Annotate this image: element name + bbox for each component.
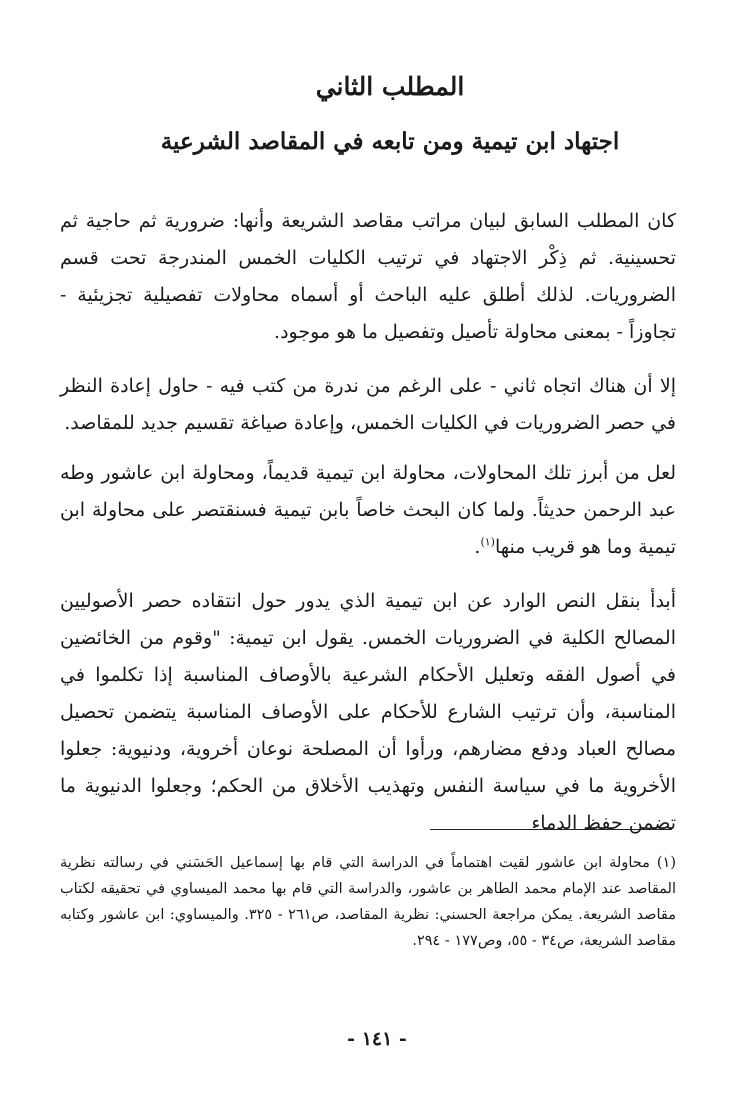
paragraph-4 bbox=[60, 583, 676, 842]
paragraph-1-text: كان المطلب السابق لبيان مراتب مقاصد الشريعة وأنها: ضرورية ثم حاجية ثم تحسينية. ثم ذِكْر الاجتهاد في ترتيب الكليات الخمس المندرجة تحت قسم الضروريات. لذلك أطلق عليه الباحث أو أسماه محاولات تفصيلية تجزيئية - تجاوزاً - بمعنى محاولة تأصيل وتفصيل ما هو موجود. bbox=[60, 210, 676, 343]
paragraph-2-text: إلا أن هناك اتجاه ثاني - على الرغم من ندرة من كتب فيه - حاول إعادة النظر في حصر الضروريات في الكليات الخمس، وإعادة صياغة تقسيم جديد للمقاصد. bbox=[60, 375, 676, 434]
footnote-divider bbox=[430, 829, 672, 830]
paragraph-3: لعل من أبرز تلك المحاولات، محاولة ابن تيمية قديماً، ومحاولة ابن عاشور وطه عبد الرحمن حديثاً. ولما كان البحث خاصاً بابن تيمية فسنقتصر على محاولة ابن تيمية وما هو قريب منها$^{(١)}$. bbox=[60, 462, 676, 558]
footnote-reference[interactable]: (١) bbox=[480, 535, 495, 549]
page-number: - ١٤١ - bbox=[347, 1028, 407, 1050]
section-title: المطلب الثاني bbox=[315, 72, 465, 101]
footnote: (١) محاولة ابن عاشور لقيت اهتماماً في الدراسة التي قام بها إسماعيل الحَسَني في رسالته نظرية المقاصد عند الإمام محمد الطاهر بن عاشور، والدراسة التي قام بها محمد الميساوي في تحقيقه لكتاب مقاصد الشريعة. يمكن مراجعة الحسني: نظرية المقاصد، ص٢٦١ - ٣٢٥. والميساوي: ابن عاشور وكتابه مقاصد الشريعة، ص٣٤ - ٥٥، وص١٧٧ - ٢٩٤. bbox=[60, 855, 676, 949]
paragraph-1 bbox=[60, 203, 676, 351]
section-subtitle: اجتهاد ابن تيمية ومن تابعه في المقاصد الشرعية bbox=[160, 128, 620, 155]
paragraph-3-text: لعل من أبرز تلك المحاولات، محاولة ابن تيمية قديماً، ومحاولة ابن عاشور وطه عبد الرحمن حديثاً. ولما كان البحث خاصاً بابن تيمية فسنقتصر على محاولة ابن تيمية وما هو قريب منها bbox=[60, 462, 676, 558]
paragraph-4-text: أبدأ بنقل النص الوارد عن ابن تيمية الذي يدور حول انتقاده حصر الأصوليين المصالح الكلية في الضروريات الخمس. يقول ابن تيمية: "وقوم من الخائضين في أصول الفقه وتعليل الأحكام الشرعية بالأوصاف المناسبة إذا تكلموا في المناسبة، وأن ترتيب الشارع للأحكام على الأوصاف المناسبة يتضمن تحصيل مصالح العباد ودفع مضارهم، ورأوا أن المصلحة نوعان أخروية، ودنيوية: جعلوا الأخروية ما في سياسة النفس وتهذيب الأخلاق من الحكم؛ وجعلوا الدنيوية ما تضمن حفظ الدماء bbox=[60, 590, 676, 834]
paragraph-2 bbox=[60, 368, 676, 442]
